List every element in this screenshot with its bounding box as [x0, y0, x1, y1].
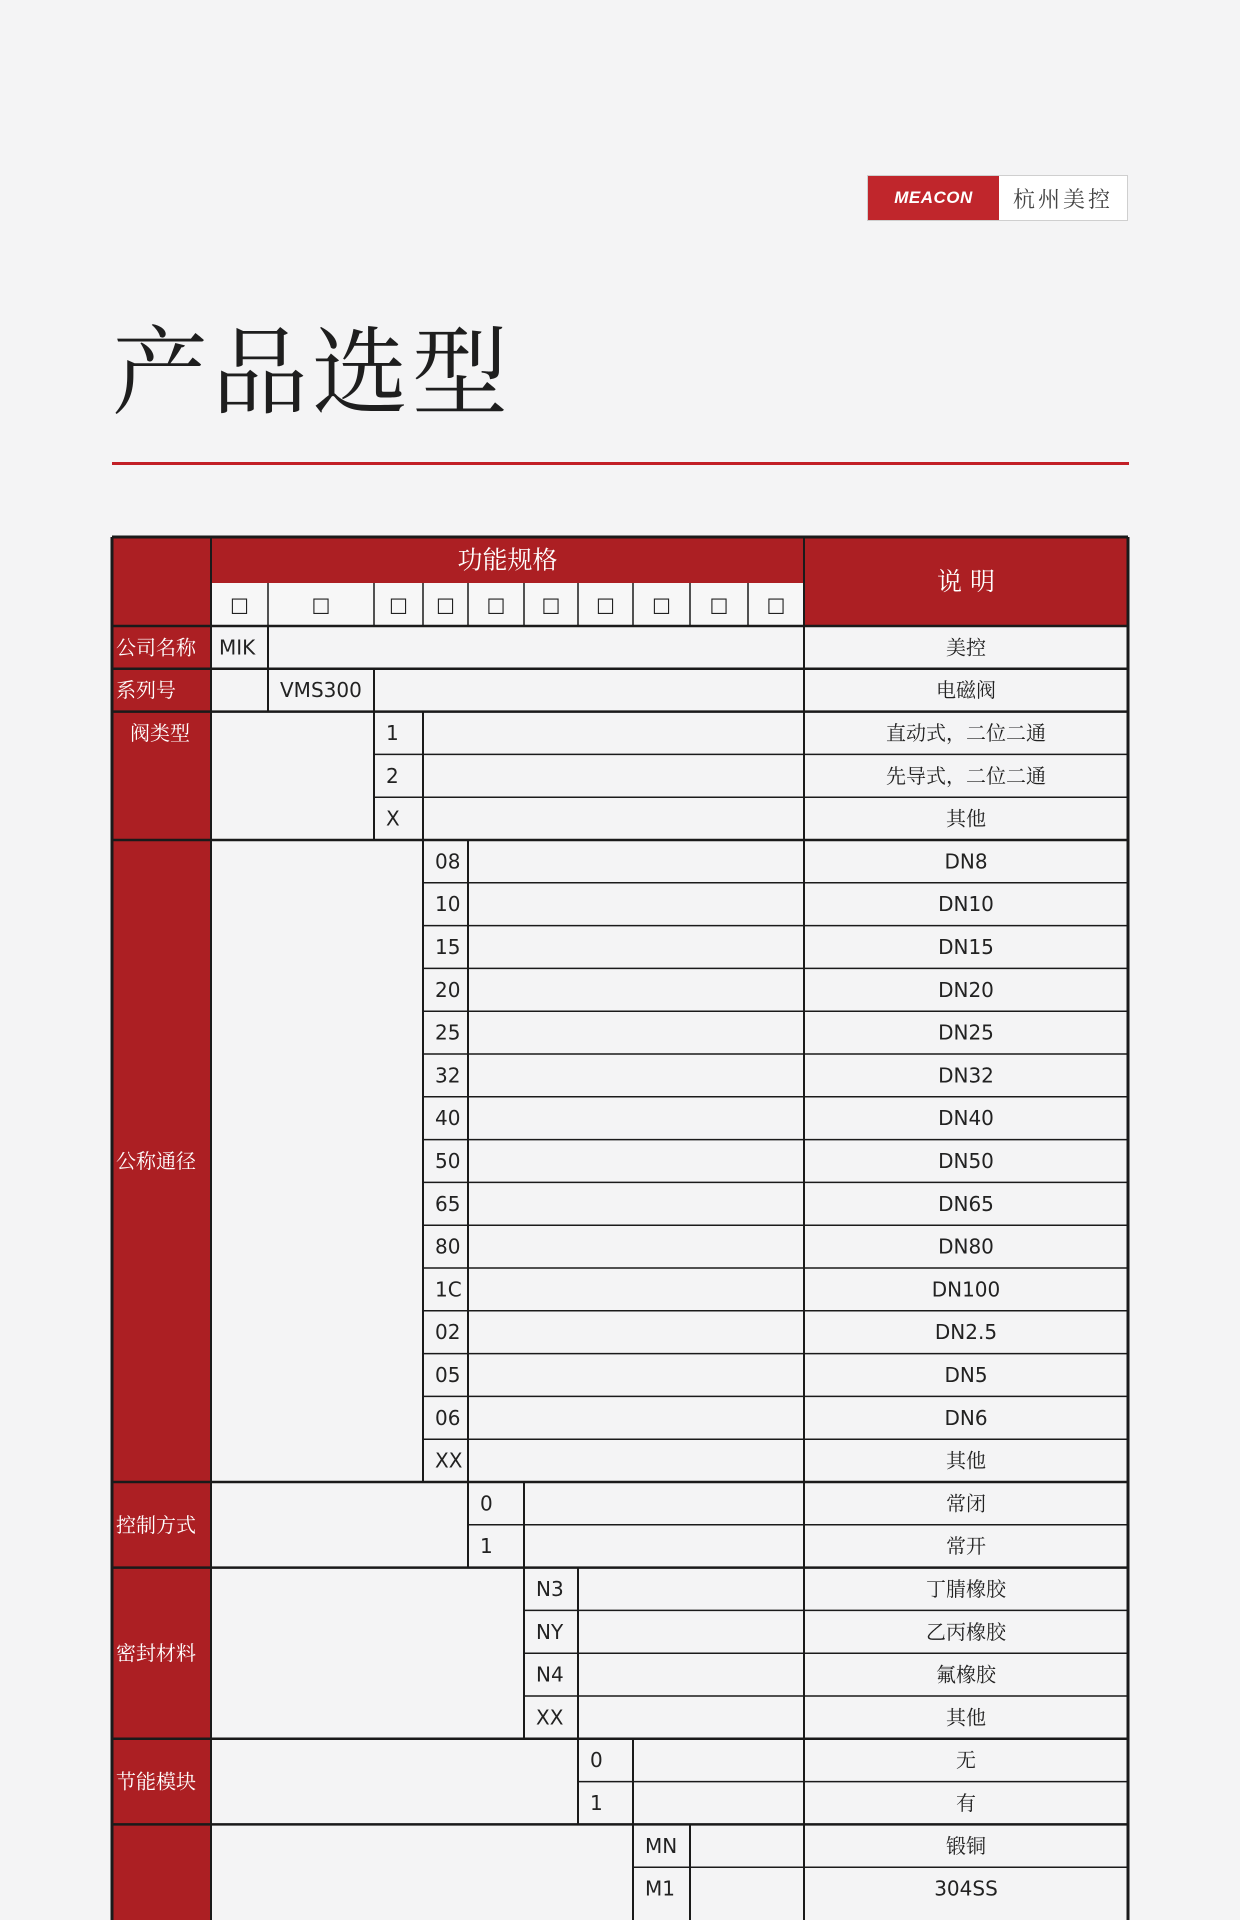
row-code: 10: [435, 892, 461, 917]
row-code: 80: [435, 1234, 461, 1259]
row-code: 50: [435, 1149, 461, 1173]
row-code: 1: [590, 1791, 603, 1815]
desc-header: 说 明: [937, 567, 995, 596]
code-box: □: [541, 592, 561, 617]
spec-header: 功能规格: [457, 545, 558, 575]
code-box: □: [389, 592, 408, 617]
section-label: 密封材料: [116, 1641, 196, 1666]
code-box: □: [709, 592, 729, 617]
section-label: 公司名称: [116, 635, 196, 660]
row-description: DN25: [938, 1020, 994, 1045]
row-code: 08: [435, 849, 461, 874]
row-description: 乙丙橡胶: [926, 1619, 1006, 1644]
row-description: 先导式，二位二通: [886, 763, 1046, 788]
row-description: 电磁阀: [936, 678, 996, 703]
row-code: MIK: [219, 635, 256, 660]
row-description: DN2.5: [934, 1320, 998, 1345]
row-code: MN: [645, 1833, 678, 1858]
row-description: DN20: [938, 977, 994, 1002]
row-code: 20: [435, 977, 461, 1002]
section-label: 系列号: [116, 678, 176, 703]
row-code: 1C: [435, 1277, 462, 1302]
page-title: 产品选型: [112, 317, 512, 429]
row-description: DN10: [938, 892, 994, 917]
row-code: 1: [480, 1534, 493, 1559]
row-description: DN6: [944, 1405, 988, 1430]
row-code: 02: [435, 1320, 461, 1345]
row-description: 有: [956, 1791, 976, 1815]
section-label: 阀类型: [130, 721, 190, 745]
row-code: N3: [536, 1577, 564, 1601]
row-description: DN80: [938, 1234, 994, 1259]
code-box: □: [230, 592, 249, 617]
row-code: XX: [435, 1448, 463, 1473]
row-code: 15: [435, 935, 461, 959]
row-description: 304SS: [934, 1876, 998, 1901]
row-code: 2: [386, 763, 399, 788]
row-description: 无: [956, 1748, 976, 1773]
code-box: □: [436, 592, 455, 617]
code-box: □: [596, 592, 615, 617]
row-description: DN15: [938, 935, 994, 959]
row-code: 25: [435, 1020, 461, 1045]
row-code: VMS300: [280, 678, 362, 703]
section-label: 控制方式: [116, 1512, 196, 1537]
row-code: XX: [536, 1705, 564, 1730]
section-label: 公称通径: [116, 1149, 196, 1173]
logo-mark: MEACON: [868, 176, 999, 220]
code-box: □: [652, 592, 671, 617]
row-code: X: [386, 806, 400, 831]
logo-company-name: 杭州美控: [999, 176, 1127, 220]
row-code: 65: [435, 1191, 461, 1216]
row-description: 其他: [946, 1448, 986, 1473]
row-description: 美控: [946, 635, 986, 660]
row-code: N4: [536, 1662, 564, 1687]
row-code: 40: [435, 1106, 461, 1131]
row-description: DN8: [944, 849, 988, 874]
row-description: 其他: [946, 806, 986, 831]
code-box: □: [486, 592, 506, 617]
row-description: DN50: [938, 1149, 994, 1173]
row-description: 其他: [946, 1705, 986, 1730]
row-code: 1: [386, 721, 399, 745]
row-code: NY: [536, 1619, 564, 1644]
row-code: M1: [645, 1876, 675, 1901]
row-description: DN32: [938, 1063, 994, 1088]
row-code: 0: [480, 1491, 493, 1516]
row-description: DN40: [938, 1106, 994, 1131]
section-label: 节能模块: [116, 1769, 196, 1794]
code-box: □: [766, 592, 786, 617]
row-code: 32: [435, 1063, 461, 1088]
row-description: DN5: [944, 1363, 988, 1387]
row-description: 直动式，二位二通: [886, 721, 1046, 745]
row-description: 丁腈橡胶: [926, 1577, 1006, 1601]
row-code: 05: [435, 1363, 461, 1387]
row-description: 锻铜: [946, 1833, 986, 1858]
row-description: DN100: [931, 1277, 1001, 1302]
row-code: 0: [590, 1748, 603, 1773]
row-code: 06: [435, 1405, 461, 1430]
row-description: 氟橡胶: [936, 1662, 996, 1687]
row-description: DN65: [938, 1191, 994, 1216]
code-box: □: [311, 592, 331, 617]
row-description: 常闭: [946, 1491, 986, 1516]
row-description: 常开: [946, 1534, 986, 1559]
